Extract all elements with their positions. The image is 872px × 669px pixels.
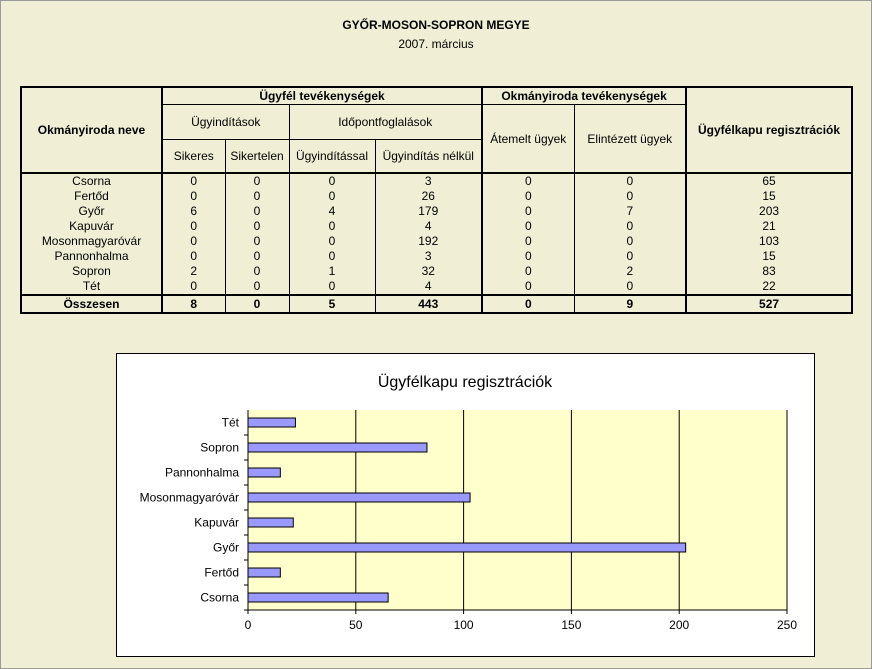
cell-completed: 2 (574, 264, 686, 279)
chart-title: Ügyfélkapu regisztrációk (377, 374, 553, 391)
category-label: Sopron (200, 440, 239, 455)
cell-completed: 0 (574, 249, 686, 264)
cell-gateway: 21 (686, 219, 852, 234)
cell-office: Mosonmagyaróvár (21, 234, 162, 249)
cell-completed: 0 (574, 234, 686, 249)
cell-with-initiation: 0 (289, 189, 375, 204)
cell-transferred: 0 (482, 249, 574, 264)
x-tick-label: 150 (561, 618, 582, 632)
cell-fail: 0 (225, 264, 289, 279)
cell-success: 6 (162, 204, 225, 219)
table-row (21, 173, 852, 189)
cell-without-initiation: 4 (375, 219, 482, 234)
header-with-initiation: Ügyindítással (289, 140, 375, 174)
cell-gateway: 83 (686, 264, 852, 279)
cell-without-initiation: 4 (375, 279, 482, 295)
bar-7 (248, 443, 427, 452)
header-fail: Sikertelen (225, 140, 289, 174)
bar-1 (248, 593, 388, 602)
cell-with-initiation: 0 (289, 279, 375, 295)
category-label: Pannonhalma (164, 465, 239, 480)
x-tick-label: 50 (349, 618, 363, 632)
total-with-initiation: 5 (289, 295, 375, 313)
header-office-activities: Okmányiroda tevékenységek (482, 87, 686, 105)
category-label: Tét (221, 415, 239, 430)
cell-with-initiation: 1 (289, 264, 375, 279)
cell-success: 0 (162, 173, 225, 189)
table-row (21, 249, 852, 264)
cell-office: Csorna (21, 173, 162, 189)
table-total-row (21, 295, 852, 313)
cell-fail: 0 (225, 204, 289, 219)
cell-fail: 0 (225, 219, 289, 234)
table-row (21, 234, 852, 249)
cell-transferred: 0 (482, 219, 574, 234)
cell-without-initiation: 192 (375, 234, 482, 249)
x-tick-label: 0 (244, 618, 252, 632)
cell-office: Győr (21, 204, 162, 219)
cell-completed: 0 (574, 219, 686, 234)
cell-transferred: 0 (482, 173, 574, 189)
cell-office: Tét (21, 279, 162, 295)
bar-5 (248, 493, 470, 502)
cell-with-initiation: 0 (289, 219, 375, 234)
cell-success: 0 (162, 279, 225, 295)
header-bookings: Időpontfoglalások (289, 105, 482, 140)
bar-2 (248, 568, 280, 577)
cell-success: 0 (162, 219, 225, 234)
plot-area (248, 410, 787, 610)
cell-success: 0 (162, 189, 225, 204)
total-gateway: 527 (686, 295, 852, 313)
cell-gateway: 22 (686, 279, 852, 295)
header-client-activities: Ügyfél tevékenységek (162, 87, 482, 105)
total-office: Összesen (21, 295, 162, 313)
cell-transferred: 0 (482, 204, 574, 219)
total-success: 8 (162, 295, 225, 313)
cell-gateway: 65 (686, 173, 852, 189)
cell-transferred: 0 (482, 279, 574, 295)
total-without-initiation: 443 (375, 295, 482, 313)
cell-success: 0 (162, 234, 225, 249)
table-row (21, 264, 852, 279)
chart-container (116, 353, 815, 657)
cell-fail: 0 (225, 249, 289, 264)
cell-with-initiation: 4 (289, 204, 375, 219)
cell-fail: 0 (225, 279, 289, 295)
cell-with-initiation: 0 (289, 173, 375, 189)
category-label: Csorna (200, 590, 239, 605)
cell-fail: 0 (225, 189, 289, 204)
header-success: Sikeres (162, 140, 225, 174)
page-subtitle: 2007. március (398, 37, 474, 51)
bar-6 (248, 468, 280, 477)
header-without-initiation: Ügyindítás nélkül (375, 140, 482, 174)
total-transferred: 0 (482, 295, 574, 313)
cell-success: 2 (162, 264, 225, 279)
cell-completed: 7 (574, 204, 686, 219)
category-label: Kapuvár (194, 515, 239, 530)
table-row (21, 189, 852, 204)
statistics-table (20, 86, 853, 314)
x-tick-label: 100 (453, 618, 474, 632)
category-label: Győr (212, 540, 239, 555)
cell-gateway: 15 (686, 189, 852, 204)
cell-office: Kapuvár (21, 219, 162, 234)
x-tick-label: 250 (776, 618, 798, 632)
table-row (21, 279, 852, 295)
category-label: Fertőd (204, 565, 239, 580)
cell-without-initiation: 26 (375, 189, 482, 204)
header-gateway-registrations: Ügyfélkapu regisztrációk (686, 87, 852, 173)
x-tick-label: 200 (669, 618, 690, 632)
category-label: Mosonmagyaróvár (139, 490, 239, 505)
table-row (21, 204, 852, 219)
cell-without-initiation: 32 (375, 264, 482, 279)
bar-8 (248, 418, 295, 427)
cell-transferred: 0 (482, 264, 574, 279)
cell-gateway: 203 (686, 204, 852, 219)
bar-3 (248, 543, 686, 552)
cell-transferred: 0 (482, 189, 574, 204)
cell-completed: 0 (574, 279, 686, 295)
total-fail: 0 (225, 295, 289, 313)
header-initiations: Ügyindítások (162, 105, 289, 140)
cell-success: 0 (162, 249, 225, 264)
cell-without-initiation: 3 (375, 173, 482, 189)
total-completed: 9 (574, 295, 686, 313)
cell-fail: 0 (225, 173, 289, 189)
cell-without-initiation: 179 (375, 204, 482, 219)
header-completed: Elintézett ügyek (574, 105, 686, 174)
cell-completed: 0 (574, 189, 686, 204)
cell-with-initiation: 0 (289, 234, 375, 249)
cell-fail: 0 (225, 234, 289, 249)
table-row (21, 219, 852, 234)
cell-office: Fertőd (21, 189, 162, 204)
cell-completed: 0 (574, 173, 686, 189)
cell-transferred: 0 (482, 234, 574, 249)
cell-office: Sopron (21, 264, 162, 279)
bar-chart (117, 354, 814, 656)
cell-with-initiation: 0 (289, 249, 375, 264)
cell-gateway: 103 (686, 234, 852, 249)
cell-gateway: 15 (686, 249, 852, 264)
page-title: GYŐR-MOSON-SOPRON MEGYE (342, 18, 530, 32)
bar-4 (248, 518, 293, 527)
cell-without-initiation: 3 (375, 249, 482, 264)
cell-office: Pannonhalma (21, 249, 162, 264)
header-office-name: Okmányiroda neve (21, 87, 162, 173)
header-transferred: Átemelt ügyek (482, 105, 574, 174)
